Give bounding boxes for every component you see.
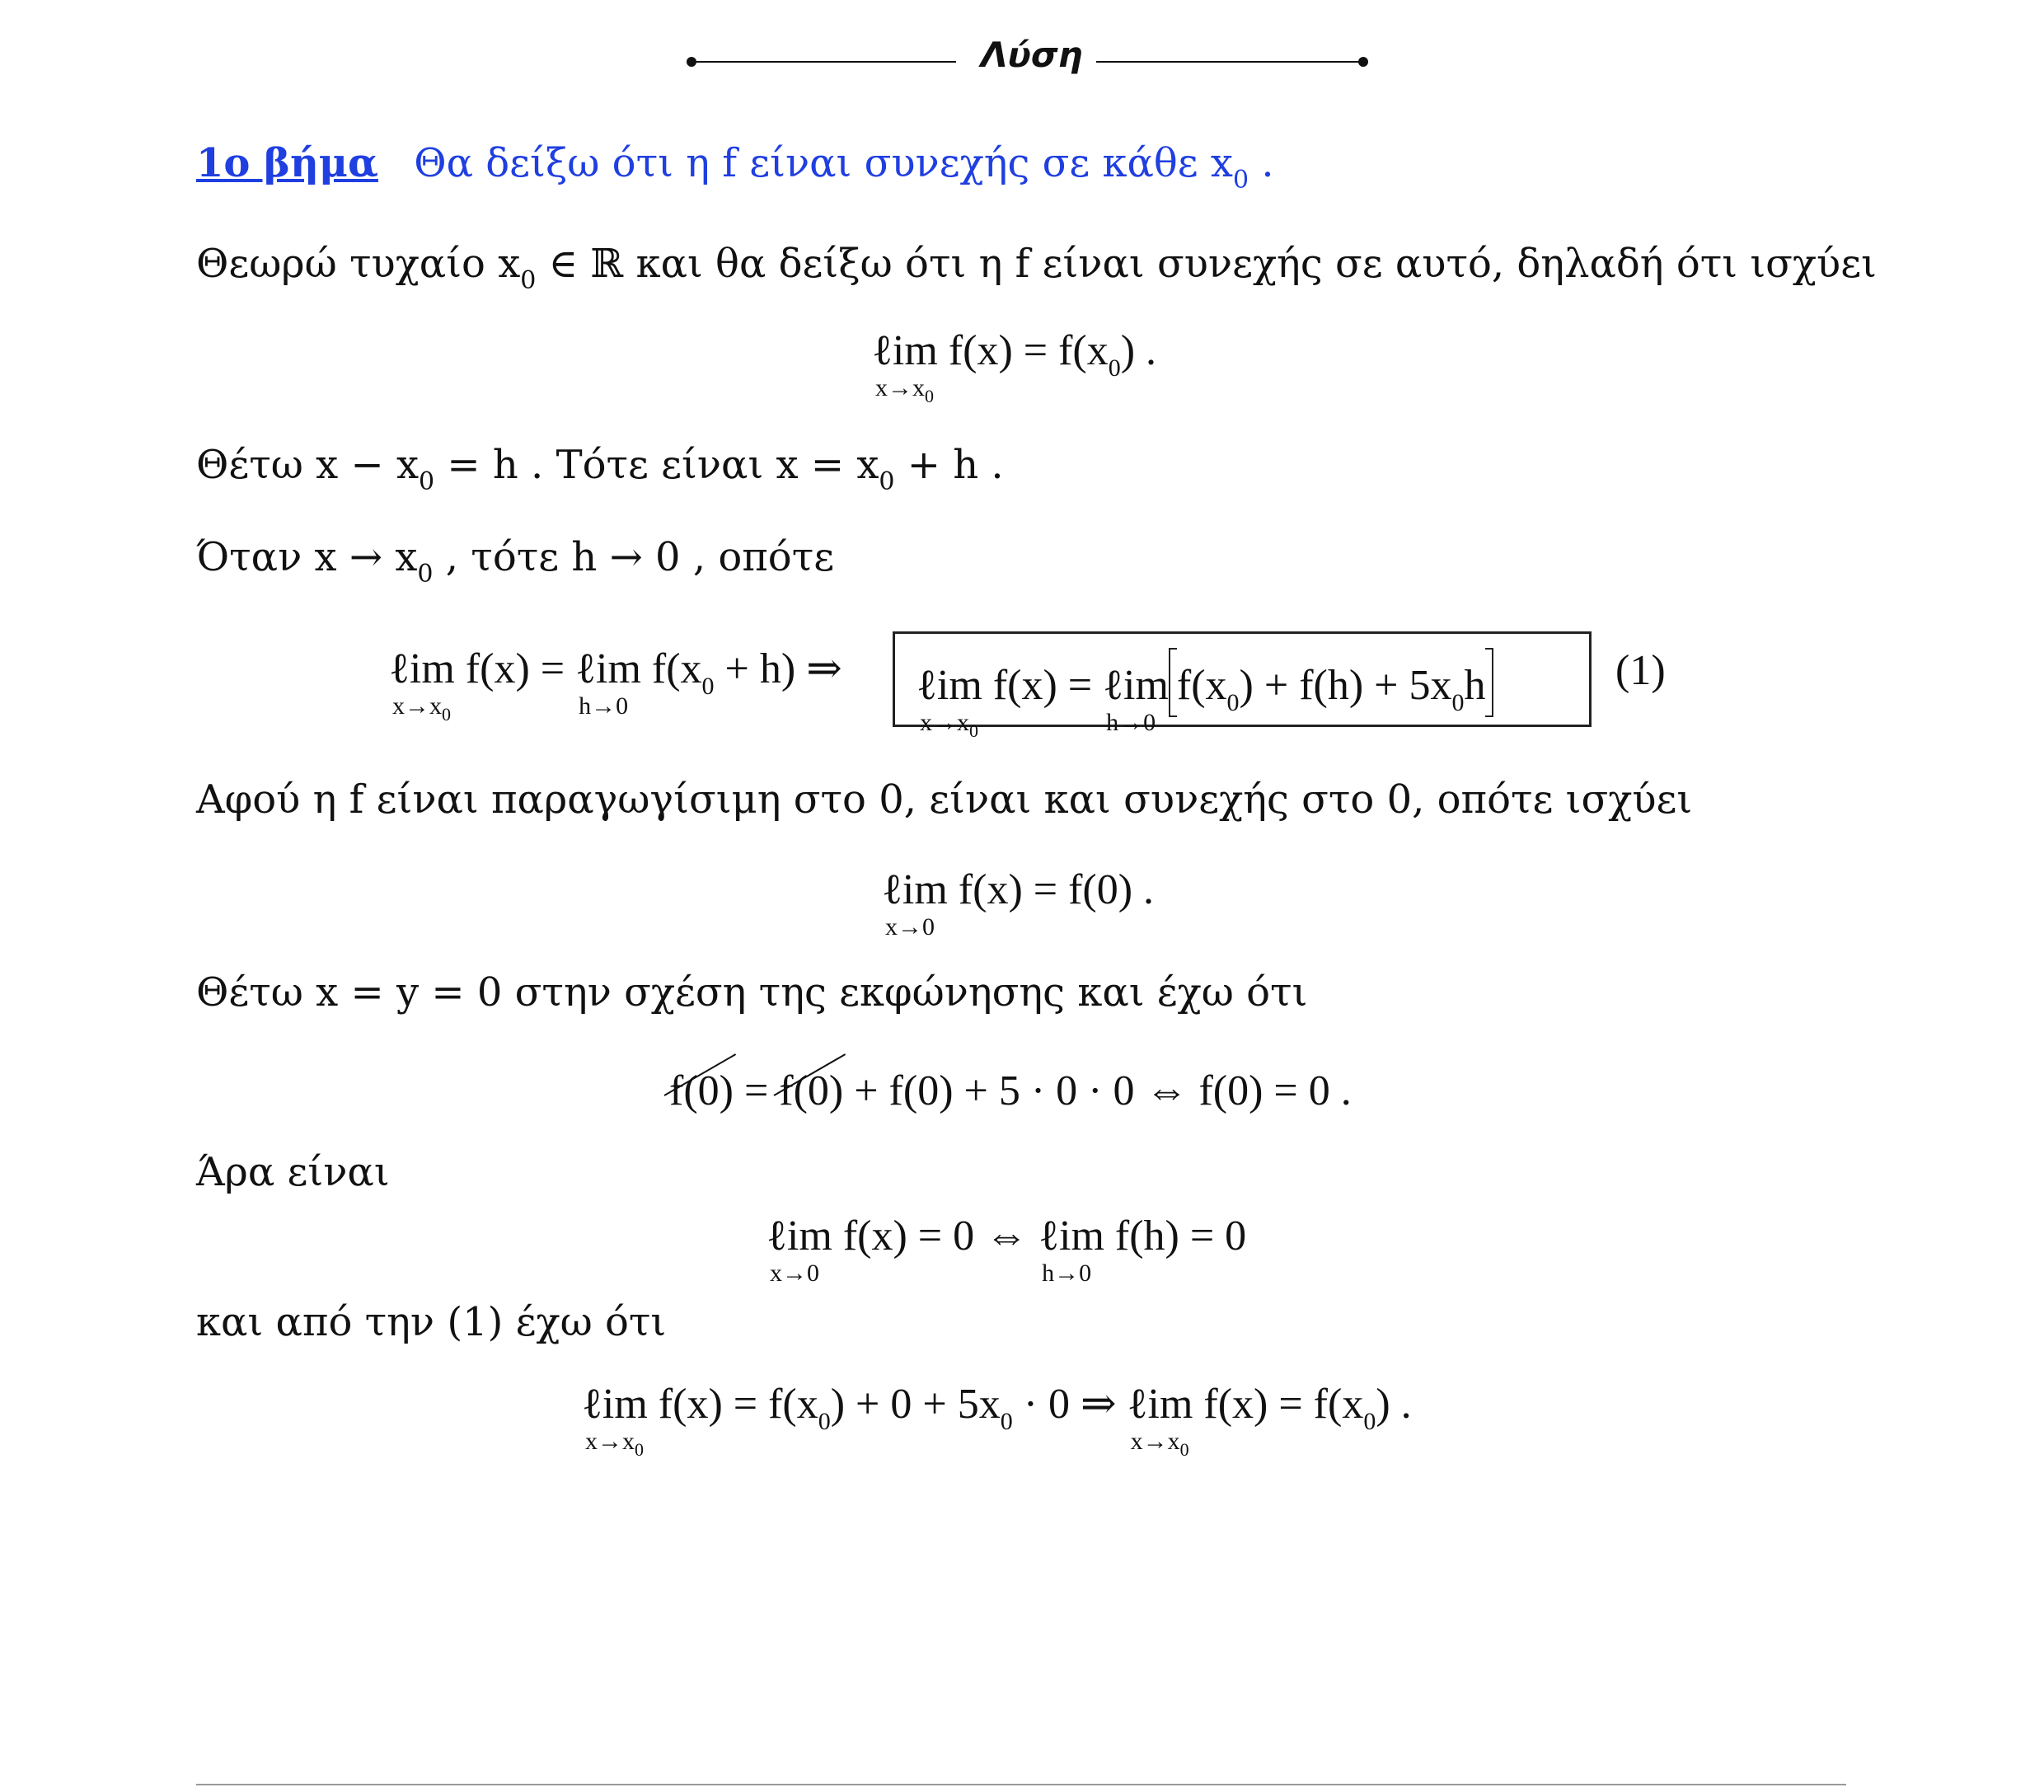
equation-1: ℓim $x\to x_0$ $f(x) = f(x_0)$ . <box>872 327 1157 406</box>
step1-heading <box>196 140 1274 195</box>
left-bracket <box>1169 648 1177 717</box>
equation-2: ℓim $x\to x_0$ f(x) = ℓim h→0 $f(x_0 + h)$ ⇒ <box>389 645 842 725</box>
eq2-box-in: f(x <box>1176 662 1227 709</box>
eq5-b: f(h) = 0 <box>1114 1213 1247 1260</box>
eq2-lhs: f(x) = <box>465 645 576 692</box>
equation-3 <box>882 866 1155 941</box>
eq4-rest: + f(0) + 5 · 0 · 0 ⇔ f(0) = 0 . <box>843 1067 1352 1114</box>
paragraph-1 <box>196 241 1877 295</box>
eq2-mid2: + h) ⇒ <box>714 645 842 692</box>
equation-6: ℓim $x\to x_0$ $f(x) = f(x_0) + 0 + 5x_0 \cdot 0$ ⇒ ℓim $x\to x_0$ $f(x) = f(x_0)$ . <box>582 1381 1412 1460</box>
cancelled-f0-right: f(0) <box>779 1070 843 1113</box>
paragraph-6: Άρα είναι <box>196 1149 390 1195</box>
equation-2-boxed: ℓim $x\to x_0$ f(x) = ℓim h→0 $f(x_0) + f(h) + 5x_0h$ <box>917 648 1493 717</box>
p2-c: + h . <box>894 442 1004 488</box>
step1-label: 1ο βήμα <box>196 140 378 186</box>
equation-tag-1: (1) <box>1615 647 1666 694</box>
eq6-c: · 0 ⇒ <box>1012 1381 1127 1428</box>
eq6-limit-1: ℓim $x\to x_0$ <box>582 1381 648 1460</box>
p2-a: Θέτω x − x <box>196 442 420 488</box>
eq5-limit-2: ℓim h→0 <box>1038 1213 1104 1287</box>
paragraph-2: Θέτω $x - x_0 = h$ . Τότε είναι $x = x_0 + h$ . <box>196 442 1004 496</box>
footer-rule <box>196 1784 1846 1785</box>
eq1-rhs: f(x) = f(x <box>948 327 1109 374</box>
step1-text: Θα δείξω ότι η f είναι συνεχής σε κάθε x <box>414 140 1233 186</box>
p2-b: = h . Τότε είναι x = x <box>434 442 879 488</box>
eq6-e: ) . <box>1376 1381 1412 1428</box>
eq1-limit: ℓim $x\to x_0$ <box>872 327 938 406</box>
paragraph-7: και από την (1) έχω ότι <box>196 1299 667 1345</box>
p1-sub: 0 <box>520 266 537 295</box>
p3-a: Όταν x → x <box>196 534 418 580</box>
p1-a: Θεωρώ τυχαίο x <box>196 241 521 287</box>
paragraph-3: Όταν $x \to x_0$ , τότε h → 0 , οπότε <box>196 534 835 589</box>
eq1-close: ) . <box>1120 327 1157 374</box>
paragraph-5: Θέτω x = y = 0 στην σχέση της εκφώνησης και έχω ότι <box>196 969 1308 1016</box>
equation-5 <box>766 1213 1247 1287</box>
header-left-rule <box>692 61 956 63</box>
eq6-limit-2: ℓim $x\to x_0$ <box>1127 1381 1193 1460</box>
eq2-mid: f(x <box>651 645 702 692</box>
header-right-dot <box>1358 57 1368 67</box>
eq3-rhs: f(x) = f(0) . <box>958 866 1155 913</box>
header-right-rule <box>1096 61 1362 63</box>
eq3-limit: ℓim x→0 <box>882 866 948 941</box>
eq2-limit-3: ℓim $x\to x_0$ <box>917 662 982 741</box>
page-title: Λύση <box>981 35 1083 75</box>
p1-b: ∈ ℝ και θα δείξω ότι η f είναι συνεχής σε αυτό, δηλαδή ότι ισχύει <box>548 241 1877 287</box>
p3-b: , τότε h → 0 , οπότε <box>433 534 835 580</box>
eq6-b: ) + 0 + 5x <box>830 1381 1001 1428</box>
eq6-a: f(x) = f(x <box>658 1381 818 1428</box>
cancelled-f0-left: f(0) <box>669 1070 734 1113</box>
equation-4 <box>669 1067 1352 1114</box>
eq2-box-in2: ) + f(h) + 5x <box>1239 662 1452 709</box>
eq6-d: f(x) = f(x <box>1203 1381 1364 1428</box>
step1-end: . <box>1261 140 1274 186</box>
eq5-a: f(x) = 0 ⇔ <box>842 1213 1039 1260</box>
eq2-box-lhs: f(x) = <box>992 662 1104 709</box>
right-bracket <box>1485 648 1493 717</box>
eq2-limit-1: ℓim $x\to x_0$ <box>389 645 455 725</box>
eq2-limit-2: ℓim h→0 <box>575 645 641 720</box>
eq4-equals: = <box>733 1067 780 1114</box>
eq2-limit-4: ℓim h→0 <box>1103 662 1169 736</box>
eq5-limit-1: ℓim x→0 <box>766 1213 832 1287</box>
step1-sub: 0 <box>1232 166 1249 195</box>
paragraph-4: Αφού η f είναι παραγωγίσιμη στο 0, είναι και συνεχής στο 0, οπότε ισχύει <box>196 776 1693 823</box>
eq2-box-in3: h <box>1464 662 1486 709</box>
